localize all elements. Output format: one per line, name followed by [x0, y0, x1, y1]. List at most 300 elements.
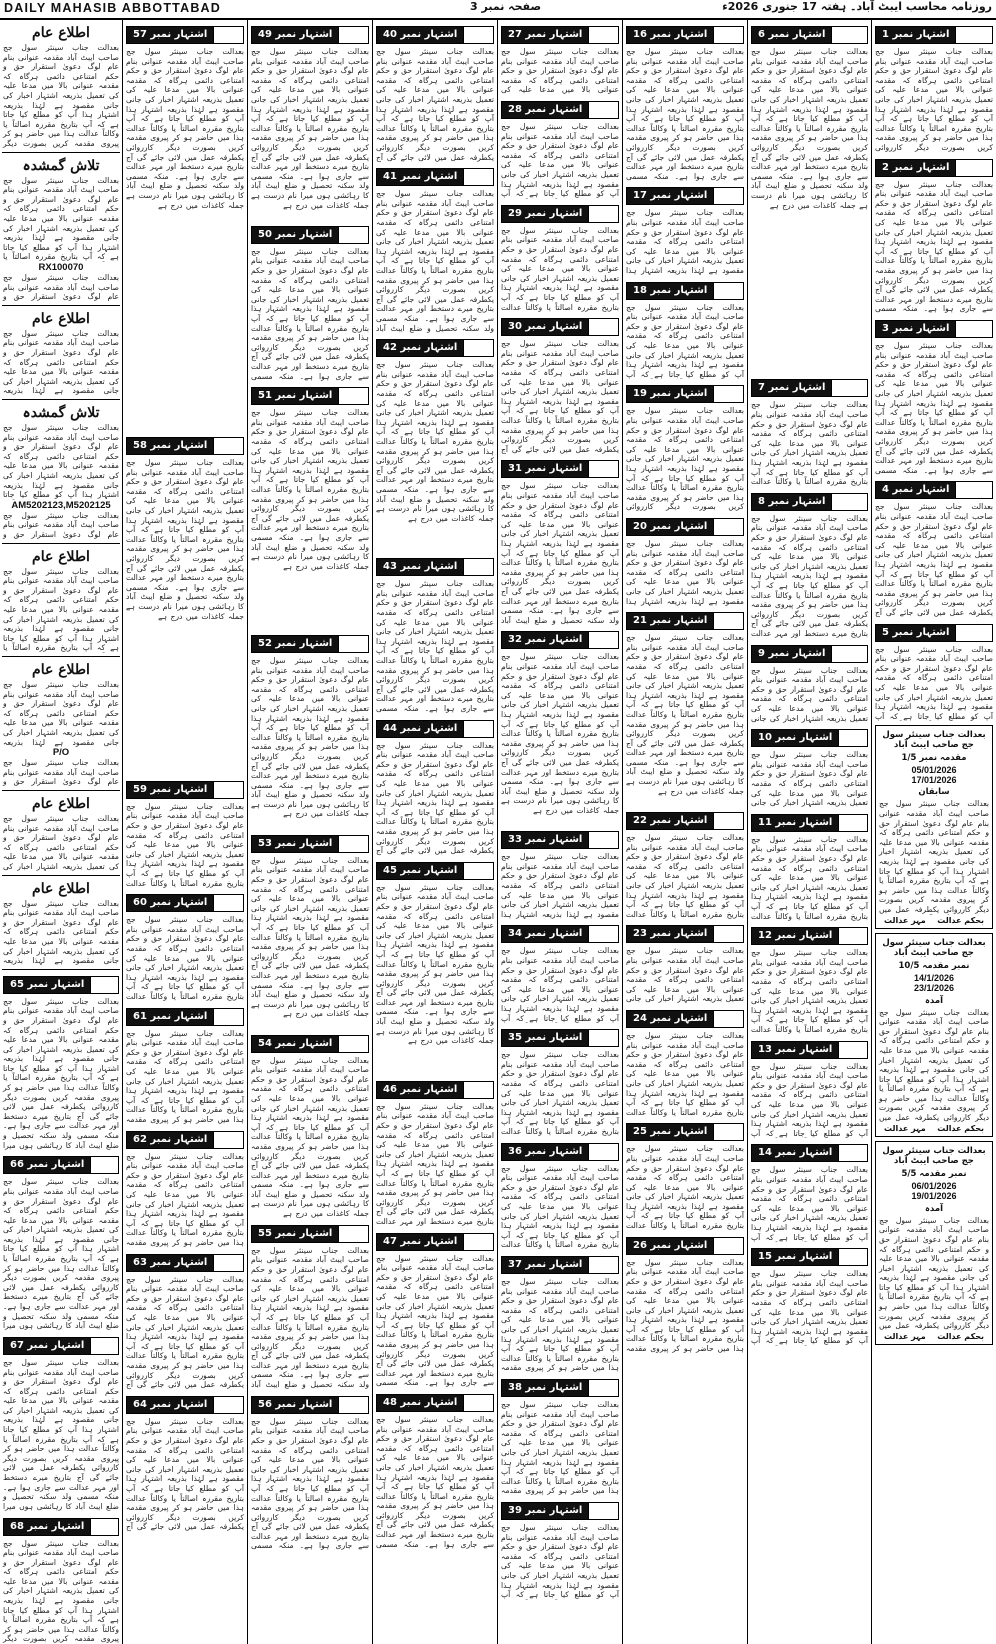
ad-number-tag	[751, 814, 868, 832]
ad-number-rule	[464, 1233, 494, 1251]
ad-body-text: بعدالت جناب سینئر سول جج صاحب ایبٹ آباد مقدمہ عنوانی بنام عام لوگ دعویٰ استقرار حق و حکم امتناعی دائمی ہرگاہ کہ مقدمہ عنوانی بالا میں مدعا علیہ کی تعمیل بذریعہ اشتہار اخبار کی جانی	[626, 946, 744, 1004]
court-date-hearing: 23/1/2026	[913, 982, 955, 993]
ad-number-tag	[376, 862, 494, 880]
ad-number-label: اشتہار نمبر 8	[751, 493, 832, 511]
signature-label: بحکم عدالت	[937, 1331, 984, 1341]
ad-number-rule	[589, 101, 619, 119]
column-2	[748, 20, 872, 1644]
ad-number-label: اشتہار نمبر 6	[751, 26, 832, 44]
ad-body-text: بعدالت جناب سینئر سول جج صاحب ایبٹ آباد مقدمہ عنوانی بنام عام لوگ دعویٰ استقرار حق و حکم امتناعی دائمی ہرگاہ کہ مقدمہ عنوانی بالا میں مدعا علیہ کی تعمیل بذریعہ اشتہار اخبار کی جانی مقصود ہے لہٰذا بذریعہ اشتہار ہذا آپ کو مطلع کیا جاتا ہے کہ آپ بتاریخ مقررہ اصالتاً یا وکالتاً عدالت	[501, 225, 619, 312]
ad-number-tag	[251, 226, 369, 244]
ad-number-tag	[626, 1237, 744, 1255]
ad-body-text: بعدالت جناب سینئر سول جج صاحب ایبٹ آباد مقدمہ عنوانی بنام عام لوگ دعویٰ استقرار حق و حکم امتناعی دائمی ہرگاہ کہ مقدمہ عنوانی بالا میں مدعا علیہ کی تعمیل بذریعہ اشتہار اخبار کی جانی مقصود ہے لہٰذا بذریعہ اشتہار ہذا آپ کو مطلع کیا جاتا ہے کہ آپ بتاریخ مقررہ اصالتاً یا وکالتاً عدالت ہذا میں حاضر ہو کر پیروی مقدمہ کریں بصورت دیگر کارروائی یکطرفہ عمل میں لائی جائے گی آج بتاریخ میرے دستخط اور مہر عدالت سے جاری ہوا ہے۔ منکہ مسمی ولد سکنہ تحصیل و ضلع ایبٹ آباد کا رہائشی ہوں میرا نام درست ہے جملہ کاغذات میں درج ہے	[376, 882, 494, 1046]
ad-number-tag	[751, 26, 868, 44]
divider-rule	[2, 543, 120, 544]
ad-body-text: بعدالت جناب سینئر سول جج صاحب ایبٹ آباد مقدمہ عنوانی بنام عام لوگ دعویٰ استقرار حق و حکم امتناعی دائمی ہرگاہ کہ مقدمہ عنوانی بالا میں مدعا علیہ کی تعمیل بذریعہ اشتہار اخبار کی جانی مقصود ہے لہٰذا بذریعہ اشتہار ہذا آپ کو مطلع کیا جاتا ہے کہ آپ بتاریخ مقررہ اصالتاً یا وکالتاً عدالت ہذا میں حاضر ہو کر پیروی مقدمہ کریں بصورت دیگر کارروائی یکطرفہ عمل میں لائی جائے گی آج بتاریخ میرے دستخط اور مہر عدالت سے جاری ہوا ہے۔ منکہ مسمی	[251, 1416, 369, 1551]
newspaper-date-line: روزنامہ محاسب ایبٹ آباد۔ ہفتہ 17 جنوری 2026ء	[722, 0, 992, 13]
ad-body-text: بعدالت جناب سینئر سول جج صاحب ایبٹ آباد مقدمہ عنوانی بنام عام لوگ دعویٰ استقرار حق و حکم امتناعی دائمی ہرگاہ کہ مقدمہ عنوانی بالا میں مدعا علیہ کی تعمیل بذریعہ اشتہار اخبار کی جانی مقصود ہے لہٰذا بذریعہ اشتہار ہذا آپ کو مطلع کیا جاتا ہے کہ آپ بتاریخ مقررہ اصالتاً یا وکالتاً عدالت ہذا میں حاضر ہو کر پیروی مقدمہ کریں بصورت دیگر کارروائی یکطرفہ عمل میں لائی جائے گی آج بتاریخ میرے دستخط اور مہر عدالت سے جاری ہوا ہے۔ منکہ مسمی ولد سکنہ تحصیل و ضلع ایبٹ آباد	[251, 1245, 369, 1390]
ad-number-rule	[832, 493, 868, 511]
ad-number-rule	[464, 1394, 494, 1412]
ad-number-rule	[214, 26, 244, 44]
ad-number-rule	[832, 379, 868, 397]
ad-number-label: اشتہار نمبر 7	[751, 379, 832, 397]
ad-number-tag	[126, 894, 244, 912]
ad-number-label: اشتہار نمبر 61	[126, 1008, 214, 1026]
ad-number-tag	[501, 1029, 619, 1047]
ad-number-rule	[714, 1237, 744, 1255]
ad-number-tag	[626, 187, 744, 205]
ad-body-text: بعدالت جناب سینئر سول جج صاحب ایبٹ آباد مقدمہ عنوانی بنام عام لوگ دعویٰ استقرار حق و حکم امتناعی دائمی ہرگاہ کہ مقدمہ عنوانی بالا میں مدعا علیہ کی تعمیل بذریعہ اشتہار اخبار کی جانی مقصود ہے لہٰذا بذریعہ اشتہار ہذا آپ کو مطلع کیا جاتا ہے کہ آپ بتاریخ مقررہ اصالتاً یا وکالتاً عدالت	[626, 1144, 744, 1231]
notice-heading: اطلاع عام	[32, 548, 90, 565]
ad-number-label: اشتہار نمبر 19	[626, 385, 714, 403]
ad-number-tag	[251, 387, 369, 405]
ad-body-text: بعدالت جناب سینئر سول جج صاحب ایبٹ آباد مقدمہ عنوانی بنام عام لوگ دعویٰ استقرار حق و حکم امتناعی دائمی ہرگاہ کہ مقدمہ عنوانی بالا میں مدعا علیہ کی تعمیل بذریعہ اشتہار اخبار کی جانی مقصود ہے لہٰذا بذریعہ اشتہار ہذا آپ کو مطلع کیا جاتا ہے کہ آپ	[501, 1522, 619, 1600]
ad-body-text: بعدالت جناب سینئر سول جج صاحب ایبٹ آباد مقدمہ عنوانی بنام عام لوگ دعویٰ استقرار حق و حکم امتناعی دائمی ہرگاہ کہ مقدمہ عنوانی بالا میں مدعا علیہ کی تعمیل بذریعہ اشتہار اخبار کی جانی مقصود ہے لہٰذا بذریعہ اشتہار ہذا آپ کو مطلع کیا جاتا ہے کہ آپ بتاریخ مقررہ اصالتاً یا وکالتاً عدالت ہذا میں حاضر ہو کر پیروی مقدمہ کریں بصورت دیگر کارروائی یکطرفہ عمل میں لائی جائے گی آج بتاریخ میرے دستخط اور مہر عدالت سے جاری ہوا ہے۔ منکہ مسمی ولد سکنہ تحصیل و ضلع ایبٹ آباد کا رہائشی ہوں میرا نام درست ہے جملہ کاغذات میں درج ہے	[251, 1055, 369, 1219]
ad-body-text: بعدالت جناب سینئر سول جج صاحب ایبٹ آباد مقدمہ عنوانی بنام عام لوگ دعویٰ استقرار حق و حکم امتناعی دائمی ہرگاہ کہ مقدمہ عنوانی بالا میں مدعا علیہ کی تعمیل بذریعہ اشتہار اخبار کی جانی مقصود ہے لہٰذا بذریعہ اشتہار ہذا	[501, 852, 619, 919]
ad-number-rule	[714, 812, 744, 830]
ad-body-text: بعدالت جناب سینئر سول جج صاحب ایبٹ آباد مقدمہ عنوانی بنام عام لوگ دعویٰ استقرار حق و حکم امتناعی دائمی ہرگاہ کہ مقدمہ عنوانی بالا میں مدعا علیہ کی تعمیل بذریعہ اشتہار اخبار کی جانی مقصود ہے لہٰذا بذریعہ اشتہار ہذا آپ کو مطلع کیا جاتا ہے کہ آپ	[501, 946, 619, 1023]
ad-body-text: بعدالت جناب سینئر سول جج صاحب ایبٹ آباد مقدمہ عنوانی بنام عام لوگ دعویٰ استقرار حق و حکم امتناعی دائمی ہرگاہ کہ مقدمہ عنوانی بالا میں مدعا علیہ کی تعمیل بذریعہ اشتہار اخبار کی جانی مقصود ہے لہٰذا بذریعہ اشتہار ہذا آپ کو مطلع کیا جاتا ہے کہ آپ بتاریخ مقررہ اصالتاً یا وکالتاً عدالت	[751, 948, 868, 1034]
ad-body-text: بعدالت جناب سینئر سول جج صاحب ایبٹ آباد مقدمہ عنوانی بنام عام لوگ دعویٰ استقرار حق و حکم امتناعی دائمی ہرگاہ کہ مقدمہ عنوانی بالا میں مدعا علیہ کی تعمیل بذریعہ اشتہار اخبار کی جانی مقصود ہے لہٰذا بذریعہ اشتہار ہذا آپ کو مطلع کیا جاتا ہے کہ آپ بتاریخ مقررہ اصالتاً یا وکالتاً عدالت ہذا میں حاضر ہو کر پیروی مقدمہ کریں بصورت دیگر	[3, 43, 119, 148]
ad-body-text: بعدالت جناب سینئر سول جج صاحب ایبٹ آباد مقدمہ عنوانی بنام عام لوگ دعویٰ استقرار حق و حکم امتناعی دائمی ہرگاہ کہ مقدمہ عنوانی بالا میں مدعا علیہ کی	[501, 47, 619, 95]
ad-number-rule	[214, 1131, 244, 1149]
notice-heading: اطلاع عام	[32, 25, 90, 41]
ad-number-tag	[501, 460, 619, 478]
ad-number-rule	[714, 1123, 744, 1141]
ad-number-label: اشتہار نمبر 14	[751, 1144, 839, 1162]
ad-number-rule	[839, 927, 868, 945]
ad-number-rule	[589, 1143, 619, 1161]
ad-body-text: بعدالت جناب سینئر سول جج صاحب ایبٹ آباد مقدمہ عنوانی بنام عام لوگ دعویٰ استقرار حق و حکم امتناعی دائمی ہرگاہ کہ مقدمہ عنوانی بالا میں مدعا علیہ کی تعمیل بذریعہ اشتہار اخبار کی جانی مقصود ہے لہٰذا بذریعہ اشتہار ہذا آپ کو مطلع کیا جاتا ہے کہ آپ بتاریخ مقررہ اصالتاً یا وکالتاً عدالت ہذا میں حاضر ہو کر پیروی مقدمہ	[501, 1399, 619, 1496]
ad-number-rule	[464, 26, 494, 44]
ad-body-text: بعدالت جناب سینئر سول جج صاحب ایبٹ آباد مقدمہ عنوانی بنام عام لوگ دعویٰ استقرار حق و حکم امتناعی دائمی ہرگاہ کہ مقدمہ عنوانی بالا میں مدعا علیہ کی تعمیل بذریعہ اشتہار اخبار کی جانی مقصود ہے لہٰذا بذریعہ اشتہار ہذا آپ کو مطلع کیا جاتا ہے کہ آپ بتاریخ مقررہ اصالتاً یا وکالتاً عدالت ہذا میں حاضر ہو کر پیروی مقدمہ کریں بصورت دیگر کارروائی یکطرفہ عمل میں لائی جائے گی آج	[126, 1274, 244, 1390]
ad-body-text: بعدالت جناب سینئر سول جج صاحب ایبٹ آباد مقدمہ عنوانی بنام عام لوگ دعویٰ استقرار حق و حکم امتناعی دائمی ہرگاہ کہ مقدمہ عنوانی بالا میں مدعا علیہ کی تعمیل بذریعہ اشتہار اخبار کی جانی مقصود ہے لہٰذا بذریعہ اشتہار ہذا آپ کو مطلع کیا جاتا ہے کہ آپ	[501, 122, 619, 199]
court-case-number: مقدمہ نمبر 1/5	[901, 753, 967, 764]
ad-number-label: اشتہار نمبر 13	[751, 1041, 839, 1059]
ad-number-rule	[464, 558, 494, 576]
ad-body-text: بعدالت جناب سینئر سول جج صاحب ایبٹ آباد مقدمہ عنوانی بنام عام لوگ دعویٰ استقرار حق و حکم امتناعی دائمی ہرگاہ کہ مقدمہ عنوانی بالا میں مدعا علیہ کی تعمیل بذریعہ اشتہار اخبار کی جانی مقصود ہے لہٰذا بذریعہ اشتہار ہذا آپ کو مطلع کیا جاتا ہے کہ آپ بتاریخ مقررہ اصالتاً یا وکالتاً عدالت ہذا میں حاضر ہو کر پیروی مقدمہ کریں بصورت دیگر کارروائی یکطرفہ عمل میں	[879, 1215, 989, 1331]
ad-number-tag	[376, 26, 494, 44]
ad-number-rule	[832, 645, 868, 663]
ad-number-rule	[589, 631, 619, 649]
ad-number-label: اشتہار نمبر 11	[751, 814, 839, 832]
ad-body-text: بعدالت جناب سینئر سول جج صاحب ایبٹ آباد مقدمہ عنوانی بنام عام لوگ دعویٰ استقرار حق و حکم امتناعی دائمی ہرگاہ کہ مقدمہ عنوانی بالا میں مدعا علیہ کی تعمیل بذریعہ اشتہار اخبار کی جانی مقصود ہے لہٰذا بذریعہ اشتہار ہذا آپ کو مطلع کیا جاتا ہے کہ آپ بتاریخ مقررہ اصالتاً یا وکالتاً عدالت ہذا میں حاضر ہو کر پیروی مقدمہ کریں بصورت دیگر کارروائی یکطرفہ عمل میں لائی جائے گی آج بتاریخ میرے دستخط اور مہر عدالت سے جاری ہوا ہے۔ منکہ مسمی ولد سکنہ تحصیل و ضلع ایبٹ آباد کا رہائشی ہوں میرا نام درست ہے جملہ کاغذات میں درج ہے	[126, 458, 244, 621]
ad-number-tag	[501, 318, 619, 336]
ad-number-tag	[376, 558, 494, 576]
ad-number-tag	[751, 729, 868, 747]
notice-code: P/O	[52, 747, 70, 759]
ad-body-text: بعدالت جناب سینئر سول جج صاحب ایبٹ آباد مقدمہ عنوانی بنام عام لوگ دعویٰ استقرار حق و حکم امتناعی دائمی ہرگاہ کہ مقدمہ عنوانی بالا میں مدعا علیہ کی تعمیل بذریعہ اشتہار اخبار کی جانی مقصود ہے لہٰذا بذریعہ اشتہار ہذا	[626, 208, 744, 275]
ad-number-label: اشتہار نمبر 5	[875, 624, 956, 642]
ad-number-rule	[714, 925, 744, 943]
ad-number-rule	[956, 26, 993, 44]
ad-number-tag	[875, 320, 993, 338]
ad-body-text: بعدالت جناب سینئر سول جج صاحب ایبٹ آباد مقدمہ عنوانی بنام عام لوگ دعویٰ استقرار حق و حکم امتناعی دائمی ہرگاہ کہ مقدمہ عنوانی بالا میں مدعا علیہ کی تعمیل بذریعہ اشتہار اخبار کی جانی مقصود ہے لہٰذا بذریعہ اشتہار ہذا آپ کو مطلع کیا جاتا ہے کہ آپ بتاریخ مقررہ اصالتاً یا وکالتاً عدالت ہذا میں حاضر ہو کر پیروی مقدمہ	[126, 1028, 244, 1124]
ad-number-tag	[875, 481, 993, 499]
ad-body-text: بعدالت جناب سینئر سول جج صاحب ایبٹ آباد مقدمہ عنوانی بنام عام لوگ دعویٰ استقرار حق و حکم امتناعی دائمی ہرگاہ کہ مقدمہ عنوانی بالا میں مدعا علیہ کی تعمیل بذریعہ اشتہار اخبار کی جانی مقصود ہے لہٰذا بذریعہ اشتہار ہذا آپ کو مطلع کیا جاتا ہے کہ آپ بتاریخ مقررہ اصالتاً یا وکالتاً عدالت ہذا میں حاضر ہو کر پیروی مقدمہ کریں بصورت دیگر کارروائی یکطرفہ عمل میں لائی جائے گی آج بتاریخ میرے دستخط اور مہر عدالت سے جاری ہوا ہے۔ منکہ مسمی	[875, 340, 993, 475]
ad-number-rule	[839, 1041, 868, 1059]
ad-number-rule	[956, 624, 993, 642]
ad-number-tag	[751, 1248, 868, 1266]
ad-number-label: اشتہار نمبر 10	[751, 729, 839, 747]
ad-number-rule	[956, 159, 993, 177]
ad-body-text: بعدالت جناب سینئر سول جج صاحب ایبٹ آباد مقدمہ عنوانی بنام عام لوگ دعویٰ استقرار حق و حکم امتناعی دائمی ہرگاہ کہ مقدمہ عنوانی بالا میں مدعا علیہ کی تعمیل بذریعہ اشتہار اخبار کی جانی مقصود ہے لہٰذا بذریعہ اشتہار ہذا آپ کو مطلع کیا جاتا ہے کہ آپ بتاریخ مقررہ اصالتاً یا وکالتاً عدالت ہذا میں حاضر ہو کر پیروی مقدمہ کریں بصورت دیگر کارروائی	[875, 47, 993, 152]
ad-number-label: اشتہار نمبر 52	[251, 635, 339, 653]
ad-number-tag	[126, 1131, 244, 1149]
ad-number-rule	[839, 729, 868, 747]
ad-number-tag	[3, 1518, 119, 1536]
ad-number-rule	[214, 437, 244, 455]
ad-number-tag	[626, 812, 744, 830]
ad-number-rule	[589, 1029, 619, 1047]
ad-number-label: اشتہار نمبر 9	[751, 645, 832, 663]
ad-number-tag	[501, 1256, 619, 1274]
ad-number-label: اشتہار نمبر 41	[376, 168, 464, 186]
ad-number-label: اشتہار نمبر 62	[126, 1131, 214, 1149]
ad-number-tag	[126, 1008, 244, 1026]
ad-number-label: اشتہار نمبر 23	[626, 925, 714, 943]
column-7	[123, 20, 248, 1644]
ad-number-tag	[751, 1144, 868, 1162]
ad-body-text: بعدالت جناب سینئر سول جج صاحب ایبٹ آباد مقدمہ عنوانی بنام عام لوگ دعویٰ استقرار حق و حکم امتناعی دائمی ہرگاہ کہ مقدمہ عنوانی بالا میں مدعا علیہ کی تعمیل بذریعہ اشتہار اخبار کی جانی مقصود ہے لہٰذا بذریعہ اشتہار ہذا آپ کو مطلع کیا جاتا ہے کہ آپ بتاریخ مقررہ اصالتاً یا وکالتاً عدالت ہذا میں حاضر ہو کر پیروی مقدمہ	[501, 1276, 619, 1373]
ad-number-label: اشتہار نمبر 31	[501, 460, 589, 478]
ad-number-tag	[126, 1254, 244, 1272]
ad-number-label: اشتہار نمبر 1	[875, 26, 956, 44]
ad-number-tag	[251, 835, 369, 853]
ad-number-label: اشتہار نمبر 15	[751, 1248, 839, 1266]
ad-number-label: اشتہار نمبر 2	[875, 159, 956, 177]
ad-number-rule	[339, 387, 369, 405]
ad-number-tag	[751, 645, 868, 663]
ad-number-label: اشتہار نمبر 16	[626, 26, 714, 44]
ad-body-text: بعدالت جناب سینئر سول جج صاحب ایبٹ آباد مقدمہ عنوانی بنام عام لوگ دعویٰ استقرار حق و حکم امتناعی دائمی ہرگاہ کہ مقدمہ عنوانی بالا میں مدعا علیہ کی تعمیل بذریعہ اشتہار اخبار کی جانی مقصود ہے لہٰذا بذریعہ اشتہار ہذا	[626, 538, 744, 606]
court-date-filed: 06/01/2026	[911, 1180, 957, 1191]
ad-number-rule	[464, 168, 494, 186]
ad-number-rule	[91, 1337, 119, 1355]
ad-number-label: اشتہار نمبر 3	[875, 320, 956, 338]
ad-number-rule	[839, 814, 868, 832]
ad-number-tag	[376, 168, 494, 186]
court-notice-title: بعدالت جناب سینئر سول جج صاحب ایبٹ آباد	[882, 1145, 986, 1166]
court-notice	[875, 1141, 993, 1345]
ad-number-rule	[956, 481, 993, 499]
column-8	[0, 20, 123, 1644]
ad-number-rule	[714, 187, 744, 205]
ad-number-label: اشتہار نمبر 21	[626, 612, 714, 630]
ad-number-tag	[3, 976, 119, 994]
ad-body-text: بعدالت جناب سینئر سول جج صاحب ایبٹ آباد مقدمہ عنوانی بنام عام لوگ دعویٰ استقرار حق و حکم امتناعی دائمی ہرگاہ کہ مقدمہ عنوانی بالا میں مدعا علیہ کی تعمیل بذریعہ اشتہار اخبار کی جانی مقصود ہے لہٰذا بذریعہ اشتہار ہذا آپ کو مطلع کیا جاتا ہے کہ آپ بتاریخ مقررہ اصالتاً یا وکالتاً عدالت ہذا میں حاضر ہو کر پیروی مقدمہ کریں بصورت دیگر کارروائی یکطرفہ عمل میں لائی جائے گی آج بتاریخ میرے دستخط اور مہر عدالت سے جاری ہوا ہے۔ منکہ مسمی ولد سکنہ تحصیل و ضلع ایبٹ آباد کا رہائشی ہوں میرا نام درست ہے جملہ کاغذات میں درج ہے	[501, 652, 619, 815]
ad-number-rule	[464, 339, 494, 357]
ad-body-text: بعدالت جناب سینئر سول جج صاحب ایبٹ آباد مقدمہ عنوانی بنام عام لوگ دعویٰ استقرار حق و حکم امتناعی دائمی ہرگاہ کہ مقدمہ عنوانی بالا میں مدعا علیہ کی تعمیل بذریعہ اشتہار اخبار کی جانی مقصود ہے لہٰذا بذریعہ اشتہار ہذا آپ کو مطلع کیا جاتا ہے کہ آپ	[751, 1061, 868, 1138]
ad-body-text: بعدالت جناب سینئر سول جج صاحب ایبٹ آباد مقدمہ عنوانی بنام عام لوگ دعویٰ استقرار حق و حکم امتناعی دائمی ہرگاہ کہ مقدمہ عنوانی بالا میں مدعا علیہ کی تعمیل بذریعہ اشتہار اخبار کی جانی مقصود ہے لہٰذا بذریعہ اشتہار ہذا آپ کو مطلع کیا جاتا ہے کہ آپ بتاریخ مقررہ اصالتاً یا وکالتاً عدالت ہذا میں حاضر ہو کر پیروی مقدمہ کریں بصورت دیگر کارروائی یکطرفہ عمل میں لائی جائے گی آج بتاریخ میرے دستخط اور مہر عدالت سے جاری ہوا ہے۔ منکہ مسمی ولد سکنہ تحصیل و ضلع ایبٹ آباد کا رہائشی ہوں میرا	[3, 996, 119, 1150]
ad-body-text: بعدالت جناب سینئر سول جج صاحب ایبٹ آباد مقدمہ عنوانی بنام عام لوگ دعویٰ استقرار حق و حکم امتناعی دائمی ہرگاہ کہ مقدمہ عنوانی بالا میں مدعا علیہ کی تعمیل بذریعہ اشتہار اخبار کی جانی مقصود ہے لہٰذا بذریعہ اشتہار ہذا آپ کو مطلع کیا جاتا ہے کہ آپ بتاریخ مقررہ اصالتاً یا وکالتاً عدالت ہذا میں حاضر ہو کر پیروی مقدمہ کریں بصورت دیگر کارروائی یکطرفہ عمل میں لائی جائے گی آج بتاریخ میرے دستخط اور مہر عدالت سے جاری ہوا ہے۔ منکہ مسمی	[251, 246, 369, 381]
court-signature	[876, 915, 992, 926]
ad-number-rule	[839, 1248, 868, 1266]
ad-number-tag	[626, 612, 744, 630]
ad-body-text: بعدالت جناب سینئر سول جج صاحب ایبٹ آباد مقدمہ عنوانی بنام عام لوگ دعویٰ استقرار حق و حکم امتناعی دائمی ہرگاہ کہ مقدمہ عنوانی بالا میں مدعا علیہ کی تعمیل بذریعہ اشتہار اخبار کی جانی مقصود ہے لہٰذا بذریعہ اشتہار ہذا آپ کو مطلع کیا جاتا ہے کہ آپ	[751, 1269, 868, 1346]
ad-body-text: بعدالت جناب سینئر سول جج صاحب ایبٹ آباد مقدمہ عنوانی بنام عام لوگ دعویٰ استقرار حق و حکم امتناعی دائمی ہرگاہ کہ مقدمہ عنوانی بالا میں مدعا علیہ کی تعمیل بذریعہ اشتہار اخبار کی جانی مقصود ہے لہٰذا بذریعہ اشتہار ہذا آپ کو مطلع کیا جاتا ہے کہ آپ بتاریخ مقررہ اصالتاً یا وکالتاً عدالت	[126, 801, 244, 888]
ad-number-tag	[251, 635, 369, 653]
ad-number-tag	[626, 26, 744, 44]
ad-number-tag	[251, 1396, 369, 1414]
ad-number-tag	[376, 1233, 494, 1251]
ad-number-tag	[376, 339, 494, 357]
ad-number-rule	[339, 835, 369, 853]
ad-number-tag	[251, 1035, 369, 1053]
ad-number-tag	[3, 1156, 119, 1174]
ad-number-label: اشتہار نمبر 22	[626, 812, 714, 830]
signature-label: بحکم عدالت	[937, 1123, 984, 1133]
ad-number-label: اشتہار نمبر 65	[3, 976, 91, 994]
ad-number-rule	[464, 1081, 494, 1099]
ad-number-tag	[501, 925, 619, 943]
ad-number-rule	[91, 1518, 119, 1536]
ad-number-tag	[875, 159, 993, 177]
ad-number-tag	[626, 925, 744, 943]
court-date-filed: 05/01/2026	[911, 765, 957, 776]
ad-number-rule	[339, 226, 369, 244]
ad-body-text: بعدالت جناب سینئر سول جج صاحب ایبٹ آباد مقدمہ عنوانی بنام عام لوگ دعویٰ استقرار حق و حکم امتناعی دائمی ہرگاہ کہ مقدمہ عنوانی بالا میں مدعا علیہ کی تعمیل بذریعہ اشتہار اخبار کی جانی مقصود ہے لہٰذا بذریعہ اشتہار ہذا آپ کو مطلع کیا جاتا ہے کہ آپ بتاریخ مقررہ اصالتاً یا وکالتاً عدالت ہذا میں حاضر ہو کر پیروی مقدمہ کریں بصورت دیگر کارروائی یکطرفہ عمل میں لائی جائے گی آج بتاریخ میرے دستخط اور مہر عدالت سے جاری ہوا ہے۔ منکہ مسمی	[376, 1253, 494, 1388]
ad-number-rule	[339, 1035, 369, 1053]
court-date-hearing: 19/01/2026	[911, 1190, 957, 1201]
divider-rule	[2, 656, 120, 657]
ad-body-text: بعدالت جناب سینئر سول جج صاحب ایبٹ آباد مقدمہ عنوانی بنام عام لوگ دعویٰ استقرار حق و حکم امتناعی دائمی ہرگاہ کہ مقدمہ عنوانی بالا میں مدعا علیہ کی تعمیل بذریعہ اشتہار اخبار کی جانی مقصود ہے لہٰذا بذریعہ اشتہار ہذا آپ کو مطلع کیا جاتا ہے کہ آپ بتاریخ مقررہ اصالتاً یا وکالتاً عدالت	[751, 834, 868, 921]
ad-number-rule	[832, 26, 868, 44]
ad-number-tag	[376, 720, 494, 738]
ad-number-tag	[376, 1081, 494, 1099]
column-4	[498, 20, 623, 1644]
ad-body-text: بعدالت جناب سینئر سول جج صاحب ایبٹ آباد مقدمہ عنوانی بنام عام لوگ دعویٰ استقرار حق و حکم امتناعی دائمی ہرگاہ کہ مقدمہ عنوانی بالا میں مدعا علیہ کی تعمیل بذریعہ اشتہار اخبار کی جانی مقصود ہے لہٰذا بذریعہ اشتہار ہذا آپ کو مطلع کیا جاتا ہے کہ آپ بتاریخ مقررہ اصالتاً یا	[3, 566, 119, 653]
ad-number-tag	[501, 205, 619, 223]
ad-body-text: بعدالت جناب سینئر سول جج صاحب ایبٹ آباد مقدمہ عنوانی بنام عام لوگ دعویٰ استقرار حق و حکم امتناعی دائمی ہرگاہ کہ مقدمہ عنوانی بالا میں مدعا علیہ کی تعمیل بذریعہ اشتہار اخبار کی جانی مقصود ہے لہٰذا بذریعہ اشتہار ہذا آپ کو مطلع کیا جاتا ہے کہ آپ بتاریخ مقررہ اصالتاً یا وکالتاً عدالت ہذا میں حاضر ہو کر پیروی مقدمہ کریں بصورت دیگر کارروائی یکطرفہ عمل میں لائی جائے گی آج بتاریخ میرے دستخط اور مہر عدالت سے جاری ہوا ہے۔ منکہ مسمی ولد سکنہ تحصیل و ضلع ایبٹ آباد کا رہائشی ہوں میرا نام درست ہے جملہ کاغذات میں درج ہے	[376, 360, 494, 523]
ad-body-text: بعدالت جناب سینئر سول جج صاحب ایبٹ آباد مقدمہ عنوانی بنام عام لوگ دعویٰ استقرار حق و حکم امتناعی دائمی ہرگاہ کہ مقدمہ عنوانی بالا میں مدعا علیہ کی تعمیل بذریعہ اشتہار اخبار کی جانی مقصود ہے لہٰذا بذریعہ اشتہار ہذا آپ کو مطلع کیا جاتا ہے کہ آپ بتاریخ مقررہ اصالتاً یا وکالتاً عدالت ہذا میں حاضر ہو کر پیروی مقدمہ کریں بصورت دیگر کارروائی یکطرفہ عمل میں لائی جائے گی آج بتاریخ میرے دستخط اور مہر عدالت سے جاری ہوا ہے۔ منکہ مسمی	[626, 47, 744, 181]
court-date-hearing: 17/01/2026	[911, 775, 957, 786]
divider-rule	[2, 875, 120, 876]
ad-number-label: اشتہار نمبر 32	[501, 631, 589, 649]
signature-label: مہر عدالت	[884, 1331, 926, 1341]
ad-number-tag	[626, 282, 744, 300]
ad-number-tag	[626, 1010, 744, 1028]
ad-number-label: اشتہار نمبر 40	[376, 26, 464, 44]
ad-number-label: اشتہار نمبر 64	[126, 1396, 214, 1414]
ad-number-tag	[751, 927, 868, 945]
ad-number-rule	[589, 318, 619, 336]
ad-number-label: اشتہار نمبر 45	[376, 862, 464, 880]
ad-body-text: بعدالت جناب سینئر سول جج صاحب ایبٹ آباد مقدمہ عنوانی بنام عام لوگ دعویٰ استقرار حق و حکم امتناعی دائمی ہرگاہ کہ مقدمہ عنوانی بالا میں مدعا علیہ کی تعمیل بذریعہ اشتہار اخبار کی جانی مقصود ہے لہٰذا بذریعہ اشتہار ہذا آپ کو مطلع کیا جاتا ہے کہ آپ بتاریخ مقررہ اصالتاً یا وکالتاً عدالت	[501, 1163, 619, 1250]
ad-body-text: بعدالت جناب سینئر سول جج صاحب ایبٹ آباد مقدمہ عنوانی بنام عام لوگ دعویٰ استقرار حق و حکم امتناعی دائمی ہرگاہ کہ مقدمہ عنوانی بالا میں مدعا علیہ کی تعمیل بذریعہ اشتہار اخبار کی جانی	[751, 665, 868, 723]
ad-number-label: اشتہار نمبر 33	[501, 831, 589, 849]
ad-body-text: بعدالت جناب سینئر سول جج صاحب ایبٹ آباد مقدمہ عنوانی بنام عام لوگ دعویٰ استقرار حق و حکم امتناعی دائمی ہرگاہ کہ مقدمہ عنوانی بالا میں مدعا علیہ کی تعمیل بذریعہ اشتہار اخبار کی جانی مقصود ہے لہٰذا بذریعہ اشتہار ہذا آپ کو مطلع کیا جاتا ہے کہ آپ بتاریخ مقررہ اصالتاً یا وکالتاً عدالت	[751, 400, 868, 487]
ad-number-tag	[751, 1041, 868, 1059]
ad-number-tag	[501, 1379, 619, 1397]
court-case-number: نمبر مقدمہ 10/5	[898, 960, 970, 971]
ad-body-text: بعدالت جناب سینئر سول جج صاحب ایبٹ آباد مقدمہ عنوانی بنام عام لوگ دعویٰ استقرار حق و حکم امتناعی دائمی ہرگاہ کہ مقدمہ عنوانی بالا میں مدعا علیہ کی تعمیل بذریعہ اشتہار اخبار کی جانی مقصود ہے لہٰذا بذریعہ اشتہار ہذا آپ کو مطلع کیا جاتا ہے کہ آپ بتاریخ مقررہ اصالتاً یا وکالتاً عدالت ہذا میں حاضر ہو کر پیروی مقدمہ کریں بصورت دیگر کارروائی یکطرفہ عمل میں لائی جائے گی آج بتاریخ میرے دستخط اور مہر عدالت سے جاری ہوا ہے۔ منکہ مسمی ولد سکنہ تحصیل و ضلع ایبٹ آباد کا رہائشی ہوں میرا نام درست ہے جملہ کاغذات میں درج ہے	[626, 633, 744, 796]
ad-body-text: بعدالت جناب سینئر سول جج صاحب ایبٹ آباد مقدمہ عنوانی بنام عام لوگ دعویٰ استقرار حق و حکم امتناعی دائمی ہرگاہ کہ مقدمہ عنوانی بالا میں مدعا علیہ کی تعمیل بذریعہ اشتہار اخبار کی جانی مقصود ہے لہٰذا بذریعہ اشتہار ہذا آپ کو مطلع کیا جاتا ہے کہ آپ بتاریخ مقررہ اصالتاً یا وکالتاً عدالت ہذا میں حاضر ہو کر پیروی مقدمہ کریں بصورت دیگر کارروائی یکطرفہ عمل میں لائی جائے گی آج	[376, 47, 494, 162]
ad-body-text: بعدالت جناب سینئر سول جج صاحب ایبٹ آباد مقدمہ عنوانی بنام عام لوگ دعویٰ استقرار حق و حکم امتناعی دائمی ہرگاہ کہ مقدمہ عنوانی بالا میں مدعا علیہ کی تعمیل بذریعہ اشتہار اخبار کی جانی مقصود ہے لہٰذا بذریعہ اشتہار ہذا آپ کو مطلع کیا جاتا ہے کہ آپ بتاریخ مقررہ اصالتاً یا وکالتاً عدالت ہذا میں حاضر ہو کر پیروی مقدمہ کریں بصورت دیگر کارروائی یکطرفہ عمل میں لائی جائے گی آج بتاریخ میرے دستخط اور مہر عدالت سے جاری ہوا ہے۔ منکہ مسمی ولد سکنہ تحصیل و ضلع ایبٹ آباد کا رہائشی ہوں میرا نام درست ہے جملہ کاغذات میں درج ہے	[751, 47, 868, 210]
ad-number-label: اشتہار نمبر 57	[126, 26, 214, 44]
ad-body-text: بعدالت جناب سینئر سول جج صاحب ایبٹ آباد مقدمہ عنوانی بنام عام لوگ دعویٰ استقرار حق و حکم امتناعی دائمی ہرگاہ کہ مقدمہ عنوانی بالا میں مدعا علیہ کی تعمیل بذریعہ اشتہار اخبار کی جانی مقصود ہے لہٰذا بذریعہ اشتہار ہذا آپ کو مطلع کیا جاتا ہے کہ آپ بتاریخ مقررہ اصالتاً یا وکالتاً عدالت ہذا میں حاضر ہو کر پیروی مقدمہ کریں بصورت دیگر کارروائی یکطرفہ عمل میں لائی جائے گی آج بتاریخ میرے دستخط اور مہر عدالت سے جاری ہوا ہے۔ منکہ مسمی ولد سکنہ تحصیل و ضلع ایبٹ آباد کا رہائشی ہوں میرا نام درست ہے جملہ کاغذات میں درج ہے	[126, 47, 244, 210]
ad-number-label: اشتہار نمبر 38	[501, 1379, 589, 1397]
ad-number-rule	[214, 1254, 244, 1272]
notice-code: RX100070	[38, 261, 84, 273]
ad-number-tag	[501, 26, 619, 44]
ad-number-label: اشتہار نمبر 56	[251, 1396, 339, 1414]
ad-body-text: بعدالت جناب سینئر سول جج صاحب ایبٹ آباد مقدمہ عنوانی بنام عام لوگ دعویٰ استقرار حق و حکم امتناعی دائمی ہرگاہ کہ مقدمہ عنوانی بالا میں مدعا علیہ کی تعمیل بذریعہ اشتہار اخبار کی جانی مقصود ہے لہٰذا بذریعہ اشتہار ہذا آپ کو مطلع کیا جاتا ہے کہ آپ بتاریخ مقررہ اصالتاً یا وکالتاً عدالت	[501, 1050, 619, 1136]
ad-number-label: اشتہار نمبر 49	[251, 26, 339, 44]
court-case-number: نمبر مقدمہ 5/5	[901, 1168, 967, 1179]
ad-number-label: اشتہار نمبر 12	[751, 927, 839, 945]
ad-body-text: بعدالت جناب سینئر سول جج صاحب ایبٹ آباد مقدمہ عنوانی بنام عام لوگ دعویٰ استقرار حق و حکم امتناعی دائمی ہرگاہ کہ مقدمہ عنوانی بالا میں مدعا علیہ کی تعمیل بذریعہ اشتہار اخبار کی جانی	[751, 750, 868, 808]
ad-number-label: اشتہار نمبر 58	[126, 437, 214, 455]
divider-rule	[2, 969, 120, 970]
ad-body-text: بعدالت جناب سینئر سول جج صاحب ایبٹ آباد مقدمہ عنوانی بنام عام لوگ دعویٰ استقرار حق و حکم امتناعی دائمی ہرگاہ کہ مقدمہ عنوانی بالا میں مدعا علیہ کی تعمیل بذریعہ اشتہار اخبار کی جانی مقصود ہے لہٰذا بذریعہ اشتہار ہذا آپ کو مطلع کیا جاتا ہے کہ آپ بتاریخ مقررہ اصالتاً یا وکالتاً عدالت ہذا میں حاضر ہو کر پیروی مقدمہ کریں بصورت دیگر کارروائی یکطرفہ عمل میں	[879, 1007, 989, 1123]
ad-body-text: بعدالت جناب سینئر سول جج صاحب ایبٹ آباد مقدمہ عنوانی بنام عام لوگ دعویٰ استقرار حق و حکم امتناعی دائمی ہرگاہ کہ مقدمہ عنوانی بالا میں مدعا علیہ کی تعمیل بذریعہ اشتہار اخبار کی جانی مقصود ہے لہٰذا بذریعہ اشتہار ہذا آپ کو مطلع کیا جاتا ہے کہ آپ بتاریخ مقررہ اصالتاً یا وکالتاً عدالت ہذا میں حاضر ہو کر پیروی مقدمہ کریں بصورت دیگر کارروائی یکطرفہ عمل میں لائی جائے گی آج بتاریخ میرے دستخط اور مہر عدالت سے جاری ہوا ہے۔ منکہ مسمی ولد سکنہ تحصیل و ضلع ایبٹ آباد کا رہائشی ہوں میرا نام درست ہے جملہ کاغذات میں درج ہے	[251, 408, 369, 571]
ad-number-rule	[91, 1156, 119, 1174]
column-1	[872, 20, 996, 1644]
ad-number-label: اشتہار نمبر 4	[875, 481, 956, 499]
ad-number-tag	[3, 1337, 119, 1355]
ad-number-tag	[501, 1143, 619, 1161]
ad-number-label: اشتہار نمبر 43	[376, 558, 464, 576]
notice-heading: اطلاع عام	[32, 661, 90, 678]
ad-number-tag	[376, 1394, 494, 1412]
court-notice	[875, 725, 993, 928]
ad-number-rule	[464, 862, 494, 880]
court-date-filed: 14/1/2026	[913, 972, 955, 983]
ad-body-text: بعدالت جناب سینئر سول جج صاحب ایبٹ آباد مقدمہ عنوانی بنام عام لوگ دعویٰ استقرار حق و حکم امتناعی دائمی ہرگاہ کہ مقدمہ عنوانی بالا میں مدعا علیہ کی تعمیل بذریعہ اشتہار اخبار کی جانی مقصود ہے لہٰذا بذریعہ اشتہار ہذا آپ کو مطلع کیا جاتا ہے کہ آپ بتاریخ مقررہ اصالتاً یا وکالتاً عدالت ہذا میں حاضر ہو کر پیروی مقدمہ کریں بصورت دیگر کارروائی یکطرفہ عمل میں لائی جائے گی آج بتاریخ میرے دستخط اور مہر عدالت سے جاری ہوا ہے۔ منکہ مسمی ولد سکنہ تحصیل و ضلع ایبٹ آباد کا رہائشی ہوں میرا	[3, 1177, 119, 1331]
notice-code: AM5202123,M5202125	[11, 499, 111, 511]
ad-body-text: بعدالت جناب سینئر سول جج صاحب ایبٹ آباد مقدمہ عنوانی بنام عام لوگ دعویٰ استقرار حق و حکم امتناعی دائمی ہرگاہ کہ مقدمہ عنوانی بالا میں مدعا علیہ کی تعمیل بذریعہ اشتہار اخبار کی جانی مقصود ہے لہٰذا بذریعہ اشتہار ہذا آپ کو مطلع کیا جاتا ہے کہ آپ بتاریخ مقررہ اصالتاً یا وکالتاً عدالت ہذا میں حاضر ہو کر پیروی مقدمہ کریں بصورت دیگر کارروائی یکطرفہ عمل میں لائی جائے گی آج بتاریخ میرے دستخط اور مہر عدالت سے جاری ہوا ہے۔ منکہ مسمی ولد سکنہ تحصیل و ضلع ایبٹ آباد کا رہائشی ہوں میرا نام درست ہے جملہ کاغذات میں درج ہے	[251, 47, 369, 210]
ad-number-tag	[126, 26, 244, 44]
ad-number-tag	[501, 631, 619, 649]
ad-body-text: بعدالت جناب سینئر سول جج صاحب ایبٹ آباد مقدمہ عنوانی بنام عام لوگ دعویٰ استقرار حق و حکم امتناعی دائمی ہرگاہ کہ مقدمہ عنوانی بالا میں مدعا علیہ کی تعمیل بذریعہ اشتہار اخبار کی جانی مقصود ہے لہٰذا بذریعہ اشتہار ہذا آپ کو مطلع کیا جاتا ہے کہ آپ	[626, 302, 744, 379]
ad-body-text: بعدالت جناب سینئر سول جج صاحب ایبٹ آباد مقدمہ عنوانی بنام عام لوگ دعویٰ استقرار حق و حکم امتناعی دائمی ہرگاہ کہ مقدمہ عنوانی بالا میں مدعا علیہ کی تعمیل بذریعہ اشتہار اخبار کی جانی مقصود ہے لہٰذا بذریعہ اشتہار ہذا آپ کو مطلع کیا جاتا ہے کہ آپ بتاریخ مقررہ اصالتاً یا وکالتاً عدالت	[126, 915, 244, 1001]
ad-body-text: بعدالت جناب سینئر سول جج صاحب ایبٹ آباد مقدمہ عنوانی بنام عام لوگ دعویٰ استقرار حق و حکم امتناعی دائمی ہرگاہ کہ مقدمہ عنوانی بالا میں مدعا علیہ کی تعمیل بذریعہ اشتہار اخبار کی جانی مقصود ہے لہٰذا بذریعہ اشتہار ہذا آپ کو مطلع کیا جاتا ہے کہ آپ بتاریخ مقررہ اصالتاً یا وکالتاً عدالت ہذا میں حاضر ہو کر پیروی مقدمہ	[626, 1257, 744, 1354]
ad-body-text: بعدالت جناب سینئر سول جج صاحب ایبٹ آباد مقدمہ عنوانی بنام عام لوگ دعویٰ استقرار حق و حکم امتناعی دائمی ہرگاہ کہ مقدمہ عنوانی بالا میں مدعا علیہ کی تعمیل بذریعہ اشتہار اخبار کی جانی مقصود ہے لہٰذا بذریعہ اشتہار ہذا آپ کو مطلع کیا جاتا	[3, 422, 119, 500]
ad-number-label: اشتہار نمبر 39	[501, 1502, 589, 1520]
ad-number-label: اشتہار نمبر 42	[376, 339, 464, 357]
signature-label: مہر عدالت	[884, 915, 926, 925]
notice-heading: تلاش گمشدہ	[22, 157, 100, 174]
ad-number-label: اشتہار نمبر 29	[501, 205, 589, 223]
ad-number-label: اشتہار نمبر 47	[376, 1233, 464, 1251]
signature-label: مہر عدالت	[884, 1123, 926, 1133]
ad-number-label: اشتہار نمبر 27	[501, 26, 589, 44]
court-notice-place: آمدہ	[924, 995, 944, 1006]
ad-number-label: اشتہار نمبر 66	[3, 1156, 91, 1174]
ad-body-text: بعدالت جناب سینئر سول جج صاحب ایبٹ آباد مقدمہ عنوانی بنام عام لوگ دعویٰ استقرار حق و	[3, 272, 119, 302]
ad-number-rule	[714, 1010, 744, 1028]
ad-number-label: اشتہار نمبر 46	[376, 1081, 464, 1099]
ad-body-text: بعدالت جناب سینئر سول جج صاحب ایبٹ آباد مقدمہ عنوانی بنام عام لوگ دعویٰ استقرار حق و حکم امتناعی دائمی ہرگاہ کہ مقدمہ عنوانی بالا میں مدعا علیہ کی تعمیل بذریعہ اشتہار اخبار کی جانی مقصود ہے لہٰذا بذریعہ اشتہار ہذا آپ کو مطلع کیا جاتا ہے کہ آپ بتاریخ مقررہ اصالتاً یا وکالتاً عدالت	[626, 832, 744, 919]
ad-number-rule	[714, 385, 744, 403]
ad-number-tag	[626, 385, 744, 403]
ad-number-label: اشتہار نمبر 68	[3, 1518, 91, 1536]
ad-number-tag	[501, 101, 619, 119]
notice-heading: اطلاع عام	[32, 880, 90, 897]
ad-number-rule	[956, 320, 993, 338]
ad-body-text: بعدالت جناب سینئر سول جج صاحب ایبٹ آباد مقدمہ عنوانی بنام عام لوگ دعویٰ استقرار حق و حکم امتناعی دائمی ہرگاہ کہ مقدمہ عنوانی بالا میں مدعا علیہ کی تعمیل بذریعہ اشتہار اخبار کی جانی مقصود ہے لہٰذا بذریعہ اشتہار ہذا آپ کو مطلع کیا جاتا ہے کہ آپ بتاریخ مقررہ اصالتاً یا وکالتاً عدالت ہذا میں حاضر ہو کر پیروی مقدمہ	[126, 1151, 244, 1247]
ad-body-text: بعدالت جناب سینئر سول جج صاحب ایبٹ آباد مقدمہ عنوانی بنام عام لوگ دعویٰ استقرار حق و حکم امتناعی دائمی ہرگاہ کہ مقدمہ عنوانی بالا میں مدعا علیہ کی تعمیل بذریعہ اشتہار اخبار کی جانی مقصود ہے لہٰذا بذریعہ اشتہار ہذا آپ کو مطلع کیا جاتا ہے کہ آپ بتاریخ مقررہ اصالتاً یا وکالتاً عدالت ہذا میں حاضر ہو کر پیروی مقدمہ کریں بصورت دیگر کارروائی یکطرفہ عمل میں لائی جائے گی آج	[875, 502, 993, 617]
ad-number-tag	[875, 26, 993, 44]
column-6	[248, 20, 373, 1644]
ad-number-label: اشتہار نمبر 48	[376, 1394, 464, 1412]
ad-number-label: اشتہار نمبر 51	[251, 387, 339, 405]
ad-number-rule	[339, 1225, 369, 1243]
ad-number-rule	[464, 720, 494, 738]
ad-body-text: بعدالت جناب سینئر سول جج صاحب ایبٹ آباد مقدمہ عنوانی بنام عام لوگ دعویٰ استقرار حق و حکم امتناعی دائمی ہرگاہ کہ مقدمہ عنوانی بالا میں مدعا علیہ کی تعمیل بذریعہ اشتہار اخبار کی جانی مقصود ہے لہٰذا بذریعہ اشتہار ہذا آپ کو مطلع کیا جاتا ہے کہ آپ بتاریخ مقررہ اصالتاً یا وکالتاً عدالت ہذا میں حاضر ہو کر پیروی مقدمہ کریں بصورت دیگر کارروائی یکطرفہ عمل میں لائی جائے گی آج بتاریخ میرے دستخط اور مہر عدالت سے جاری ہوا ہے۔ منکہ مسمی ولد سکنہ تحصیل و ضلع ایبٹ آباد کا رہائشی ہوں میرا نام درست ہے جملہ کاغذات میں درج ہے	[251, 655, 369, 819]
ad-number-tag	[251, 26, 369, 44]
ad-body-text: بعدالت جناب سینئر سول جج صاحب ایبٹ آباد مقدمہ عنوانی بنام عام لوگ دعویٰ استقرار حق و حکم امتناعی دائمی ہرگاہ کہ مقدمہ عنوانی بالا میں مدعا علیہ کی تعمیل بذریعہ اشتہار اخبار کی جانی مقصود ہے لہٰذا بذریعہ	[3, 679, 119, 747]
ad-number-label: اشتہار نمبر 17	[626, 187, 714, 205]
ad-number-tag	[626, 1123, 744, 1141]
ad-number-tag	[251, 1225, 369, 1243]
newspaper-name: DAILY MAHASIB ABBOTTABAD	[4, 1, 221, 15]
ad-number-tag	[126, 437, 244, 455]
ad-number-label: اشتہار نمبر 59	[126, 781, 214, 799]
ad-body-text: بعدالت جناب سینئر سول جج صاحب ایبٹ آباد مقدمہ عنوانی بنام عام لوگ دعویٰ استقرار حق و حکم امتناعی دائمی ہرگاہ کہ مقدمہ عنوانی بالا میں مدعا علیہ کی تعمیل بذریعہ اشتہار اخبار کی جانی مقصود ہے لہٰذا بذریعہ اشتہار ہذا آپ کو مطلع کیا جاتا ہے کہ آپ بتاریخ مقررہ اصالتاً یا وکالتاً عدالت ہذا میں حاضر ہو کر پیروی مقدمہ کریں بصورت دیگر کارروائی یکطرفہ عمل میں لائی جائے گی آج	[501, 339, 619, 454]
ad-number-rule	[589, 205, 619, 223]
ad-number-label: اشتہار نمبر 50	[251, 226, 339, 244]
ad-number-label: اشتہار نمبر 55	[251, 1225, 339, 1243]
ad-number-label: اشتہار نمبر 24	[626, 1010, 714, 1028]
ad-body-text: بعدالت جناب سینئر سول جج صاحب ایبٹ آباد مقدمہ عنوانی بنام عام لوگ دعویٰ استقرار حق و حکم امتناعی دائمی ہرگاہ کہ مقدمہ عنوانی بالا میں مدعا علیہ کی تعمیل بذریعہ اشتہار اخبار کی جانی مقصود ہے لہٰذا بذریعہ اشتہار ہذا آپ کو مطلع کیا جاتا ہے کہ آپ بتاریخ مقررہ اصالتاً یا وکالتاً عدالت ہذا میں حاضر ہو کر پیروی مقدمہ کریں بصورت دیگر کارروائی یکطرفہ عمل میں لائی جائے گی آج بتاریخ میرے دستخط اور مہر عدالت سے جاری ہوا ہے۔ منکہ مسمی ولد سکنہ تحصیل و ضلع ایبٹ آباد	[376, 189, 494, 333]
divider-rule	[2, 790, 120, 791]
notice-heading: تلاش گمشدہ	[22, 404, 100, 421]
ad-body-text: بعدالت جناب سینئر سول جج صاحب ایبٹ آباد مقدمہ عنوانی بنام عام لوگ دعویٰ استقرار حق و حکم امتناعی دائمی ہرگاہ کہ مقدمہ عنوانی بالا میں مدعا علیہ کی تعمیل بذریعہ اشتہار اخبار کی جانی مقصود ہے لہٰذا بذریعہ اشتہار ہذا آپ کو مطلع کیا جاتا ہے کہ آپ بتاریخ مقررہ اصالتاً یا	[3, 175, 119, 262]
ad-number-label: اشتہار نمبر 30	[501, 318, 589, 336]
court-notice-place: آمدہ	[924, 1203, 944, 1214]
ad-body-text: بعدالت جناب سینئر سول جج صاحب ایبٹ آباد مقدمہ عنوانی بنام عام لوگ دعویٰ استقرار حق و حکم امتناعی دائمی ہرگاہ کہ مقدمہ عنوانی بالا میں مدعا علیہ کی تعمیل بذریعہ اشتہار اخبار کی جانی مقصود ہے لہٰذا بذریعہ اشتہار ہذا آپ کو مطلع کیا جاتا ہے کہ آپ	[751, 1165, 868, 1242]
ad-body-text: بعدالت جناب سینئر سول جج صاحب ایبٹ آباد مقدمہ عنوانی بنام عام لوگ دعویٰ استقرار حق و حکم امتناعی دائمی ہرگاہ کہ مقدمہ عنوانی بالا میں مدعا علیہ کی تعمیل بذریعہ اشتہار اخبار کی جانی مقصود ہے لہٰذا بذریعہ اشتہار ہذا آپ کو مطلع کیا جاتا ہے کہ آپ بتاریخ مقررہ اصالتاً یا وکالتاً عدالت ہذا میں حاضر ہو کر پیروی مقدمہ کریں بصورت دیگر کارروائی یکطرفہ عمل میں لائی جائے گی آج بتاریخ میرے دستخط اور مہر عدالت سے جاری ہوا ہے۔ منکہ مسمی ولد سکنہ تحصیل و ضلع ایبٹ آباد کا رہائشی ہوں میرا نام درست ہے جملہ کاغذات میں درج ہے	[251, 855, 369, 1019]
ad-number-label: اشتہار نمبر 28	[501, 101, 589, 119]
ad-body-text: بعدالت جناب سینئر سول جج صاحب ایبٹ آباد مقدمہ عنوانی بنام عام لوگ دعویٰ استقرار حق و حکم امتناعی دائمی ہرگاہ کہ مقدمہ عنوانی بالا میں مدعا علیہ کی تعمیل بذریعہ اشتہار اخبار کی جانی مقصود ہے لہٰذا بذریعہ اشتہار ہذا آپ کو مطلع کیا جاتا ہے کہ آپ	[875, 644, 993, 721]
ad-number-rule	[839, 1144, 868, 1162]
ad-number-rule	[589, 26, 619, 44]
ad-number-label: اشتہار نمبر 18	[626, 282, 714, 300]
ad-body-text: بعدالت جناب سینئر سول جج صاحب ایبٹ آباد مقدمہ عنوانی بنام عام لوگ دعویٰ استقرار حق و حکم امتناعی دائمی ہرگاہ کہ مقدمہ عنوانی بالا میں مدعا علیہ کی تعمیل بذریعہ اشتہار اخبار کی جانی مقصود ہے لہٰذا بذریعہ اشتہار ہذا آپ کو مطلع کیا جاتا ہے کہ آپ بتاریخ مقررہ اصالتاً یا وکالتاً عدالت	[626, 1030, 744, 1117]
ad-number-tag	[875, 624, 993, 642]
ad-number-rule	[589, 925, 619, 943]
ad-number-rule	[214, 1396, 244, 1414]
ad-number-rule	[214, 894, 244, 912]
signature-label: بحکم عدالت	[937, 915, 984, 925]
court-signature	[876, 1123, 992, 1134]
ad-body-text: بعدالت جناب سینئر سول جج صاحب ایبٹ آباد مقدمہ عنوانی بنام عام لوگ دعویٰ استقرار حق و حکم امتناعی دائمی ہرگاہ کہ مقدمہ عنوانی بالا میں مدعا علیہ کی تعمیل بذریعہ اشتہار اخبار کی جانی مقصود ہے لہٰذا بذریعہ	[3, 328, 119, 396]
ad-number-rule	[714, 282, 744, 300]
ad-body-text: بعدالت جناب سینئر سول جج صاحب ایبٹ آباد مقدمہ عنوانی بنام عام لوگ دعویٰ استقرار حق و حکم امتناعی دائمی ہرگاہ کہ مقدمہ عنوانی بالا میں مدعا علیہ کی تعمیل بذریعہ اشتہار اخبار کی جانی مقصود ہے لہٰذا بذریعہ اشتہار ہذا آپ کو مطلع کیا جاتا ہے کہ آپ بتاریخ مقررہ اصالتاً یا وکالتاً عدالت ہذا میں حاضر ہو کر پیروی مقدمہ کریں بصورت دیگر کارروائی	[626, 406, 744, 512]
ad-number-label: اشتہار نمبر 44	[376, 720, 464, 738]
ad-body-text: بعدالت جناب سینئر سول جج صاحب ایبٹ آباد مقدمہ عنوانی بنام عام لوگ دعویٰ استقرار حق و حکم امتناعی دائمی ہرگاہ کہ مقدمہ عنوانی بالا میں مدعا علیہ کی تعمیل بذریعہ اشتہار اخبار کی جانی مقصود ہے لہٰذا بذریعہ اشتہار ہذا آپ کو مطلع کیا جاتا ہے کہ آپ بتاریخ مقررہ اصالتاً یا وکالتاً عدالت ہذا میں حاضر ہو کر پیروی مقدمہ کریں بصورت دیگر کارروائی یکطرفہ عمل میں لائی جائے گی آج بتاریخ میرے دستخط اور مہر عدالت	[751, 513, 868, 638]
ad-number-tag	[126, 1396, 244, 1414]
ad-number-tag	[751, 493, 868, 511]
ad-body-text: بعدالت جناب سینئر سول جج صاحب ایبٹ آباد مقدمہ عنوانی بنام عام لوگ دعویٰ استقرار حق و	[3, 758, 119, 787]
ad-number-label: اشتہار نمبر 67	[3, 1337, 91, 1355]
ad-number-rule	[589, 831, 619, 849]
ad-number-rule	[589, 1502, 619, 1520]
column-5	[373, 20, 498, 1644]
ad-number-rule	[589, 460, 619, 478]
ad-body-text: بعدالت جناب سینئر سول جج صاحب ایبٹ آباد مقدمہ عنوانی بنام عام لوگ دعویٰ استقرار حق و حکم امتناعی دائمی ہرگاہ کہ مقدمہ عنوانی بالا میں مدعا علیہ کی تعمیل بذریعہ اشتہار اخبار کی جانی مقصود ہے لہٰذا بذریعہ اشتہار ہذا آپ کو مطلع کیا جاتا ہے کہ آپ بتاریخ مقررہ اصالتاً یا وکالتاً عدالت ہذا میں حاضر ہو کر پیروی مقدمہ کریں بصورت دیگر	[3, 1538, 119, 1644]
ad-body-text: بعدالت جناب سینئر سول جج صاحب ایبٹ آباد مقدمہ عنوانی بنام عام لوگ دعویٰ استقرار حق و حکم امتناعی دائمی ہرگاہ کہ مقدمہ عنوانی بالا میں مدعا علیہ کی تعمیل بذریعہ اشتہار اخبار کی جانی مقصود ہے لہٰذا بذریعہ اشتہار ہذا آپ کو مطلع کیا جاتا ہے کہ آپ بتاریخ مقررہ اصالتاً یا وکالتاً عدالت ہذا میں حاضر ہو کر پیروی مقدمہ کریں بصورت دیگر کارروائی یکطرفہ عمل میں لائی جائے گی آج بتاریخ میرے دستخط اور مہر عدالت سے جاری ہوا ہے۔ منکہ مسمی	[376, 579, 494, 713]
ad-body-text: بعدالت جناب سینئر سول جج صاحب ایبٹ آباد مقدمہ عنوانی بنام عام لوگ دعویٰ استقرار حق و حکم امتناعی دائمی ہرگاہ کہ مقدمہ عنوانی بالا میں مدعا علیہ کی تعمیل بذریعہ اشتہار اخبار کی جانی مقصود ہے لہٰذا بذریعہ اشتہار ہذا آپ کو مطلع کیا جاتا ہے کہ آپ بتاریخ مقررہ اصالتاً یا وکالتاً عدالت ہذا میں حاضر ہو کر پیروی مقدمہ کریں بصورت دیگر کارروائی یکطرفہ عمل میں لائی جائے گی آج بتاریخ میرے دستخط اور مہر عدالت سے جاری ہوا ہے۔ منکہ مسمی	[875, 179, 993, 314]
ad-body-text: بعدالت جناب سینئر سول جج صاحب ایبٹ آباد مقدمہ عنوانی بنام عام لوگ دعویٰ استقرار حق و	[3, 510, 119, 539]
masthead-strip	[0, 0, 996, 20]
ad-body-text: بعدالت جناب سینئر سول جج صاحب ایبٹ آباد مقدمہ عنوانی بنام عام لوگ دعویٰ استقرار حق و حکم امتناعی دائمی ہرگاہ کہ مقدمہ عنوانی بالا میں مدعا علیہ کی تعمیل بذریعہ اشتہار اخبار کی جانی مقصود ہے لہٰذا بذریعہ اشتہار ہذا آپ کو مطلع کیا جاتا ہے کہ آپ بتاریخ مقررہ اصالتاً یا وکالتاً عدالت ہذا میں حاضر ہو کر پیروی مقدمہ کریں بصورت دیگر کارروائی یکطرفہ عمل میں لائی جائے گی آج بتاریخ میرے دستخط اور مہر عدالت سے جاری ہوا ہے۔ منکہ مسمی ولد سکنہ تحصیل و ضلع ایبٹ آباد کا رہائشی ہوں میرا	[3, 1357, 119, 1511]
ad-number-rule	[714, 26, 744, 44]
ad-number-rule	[589, 1256, 619, 1274]
divider-rule	[2, 152, 120, 153]
